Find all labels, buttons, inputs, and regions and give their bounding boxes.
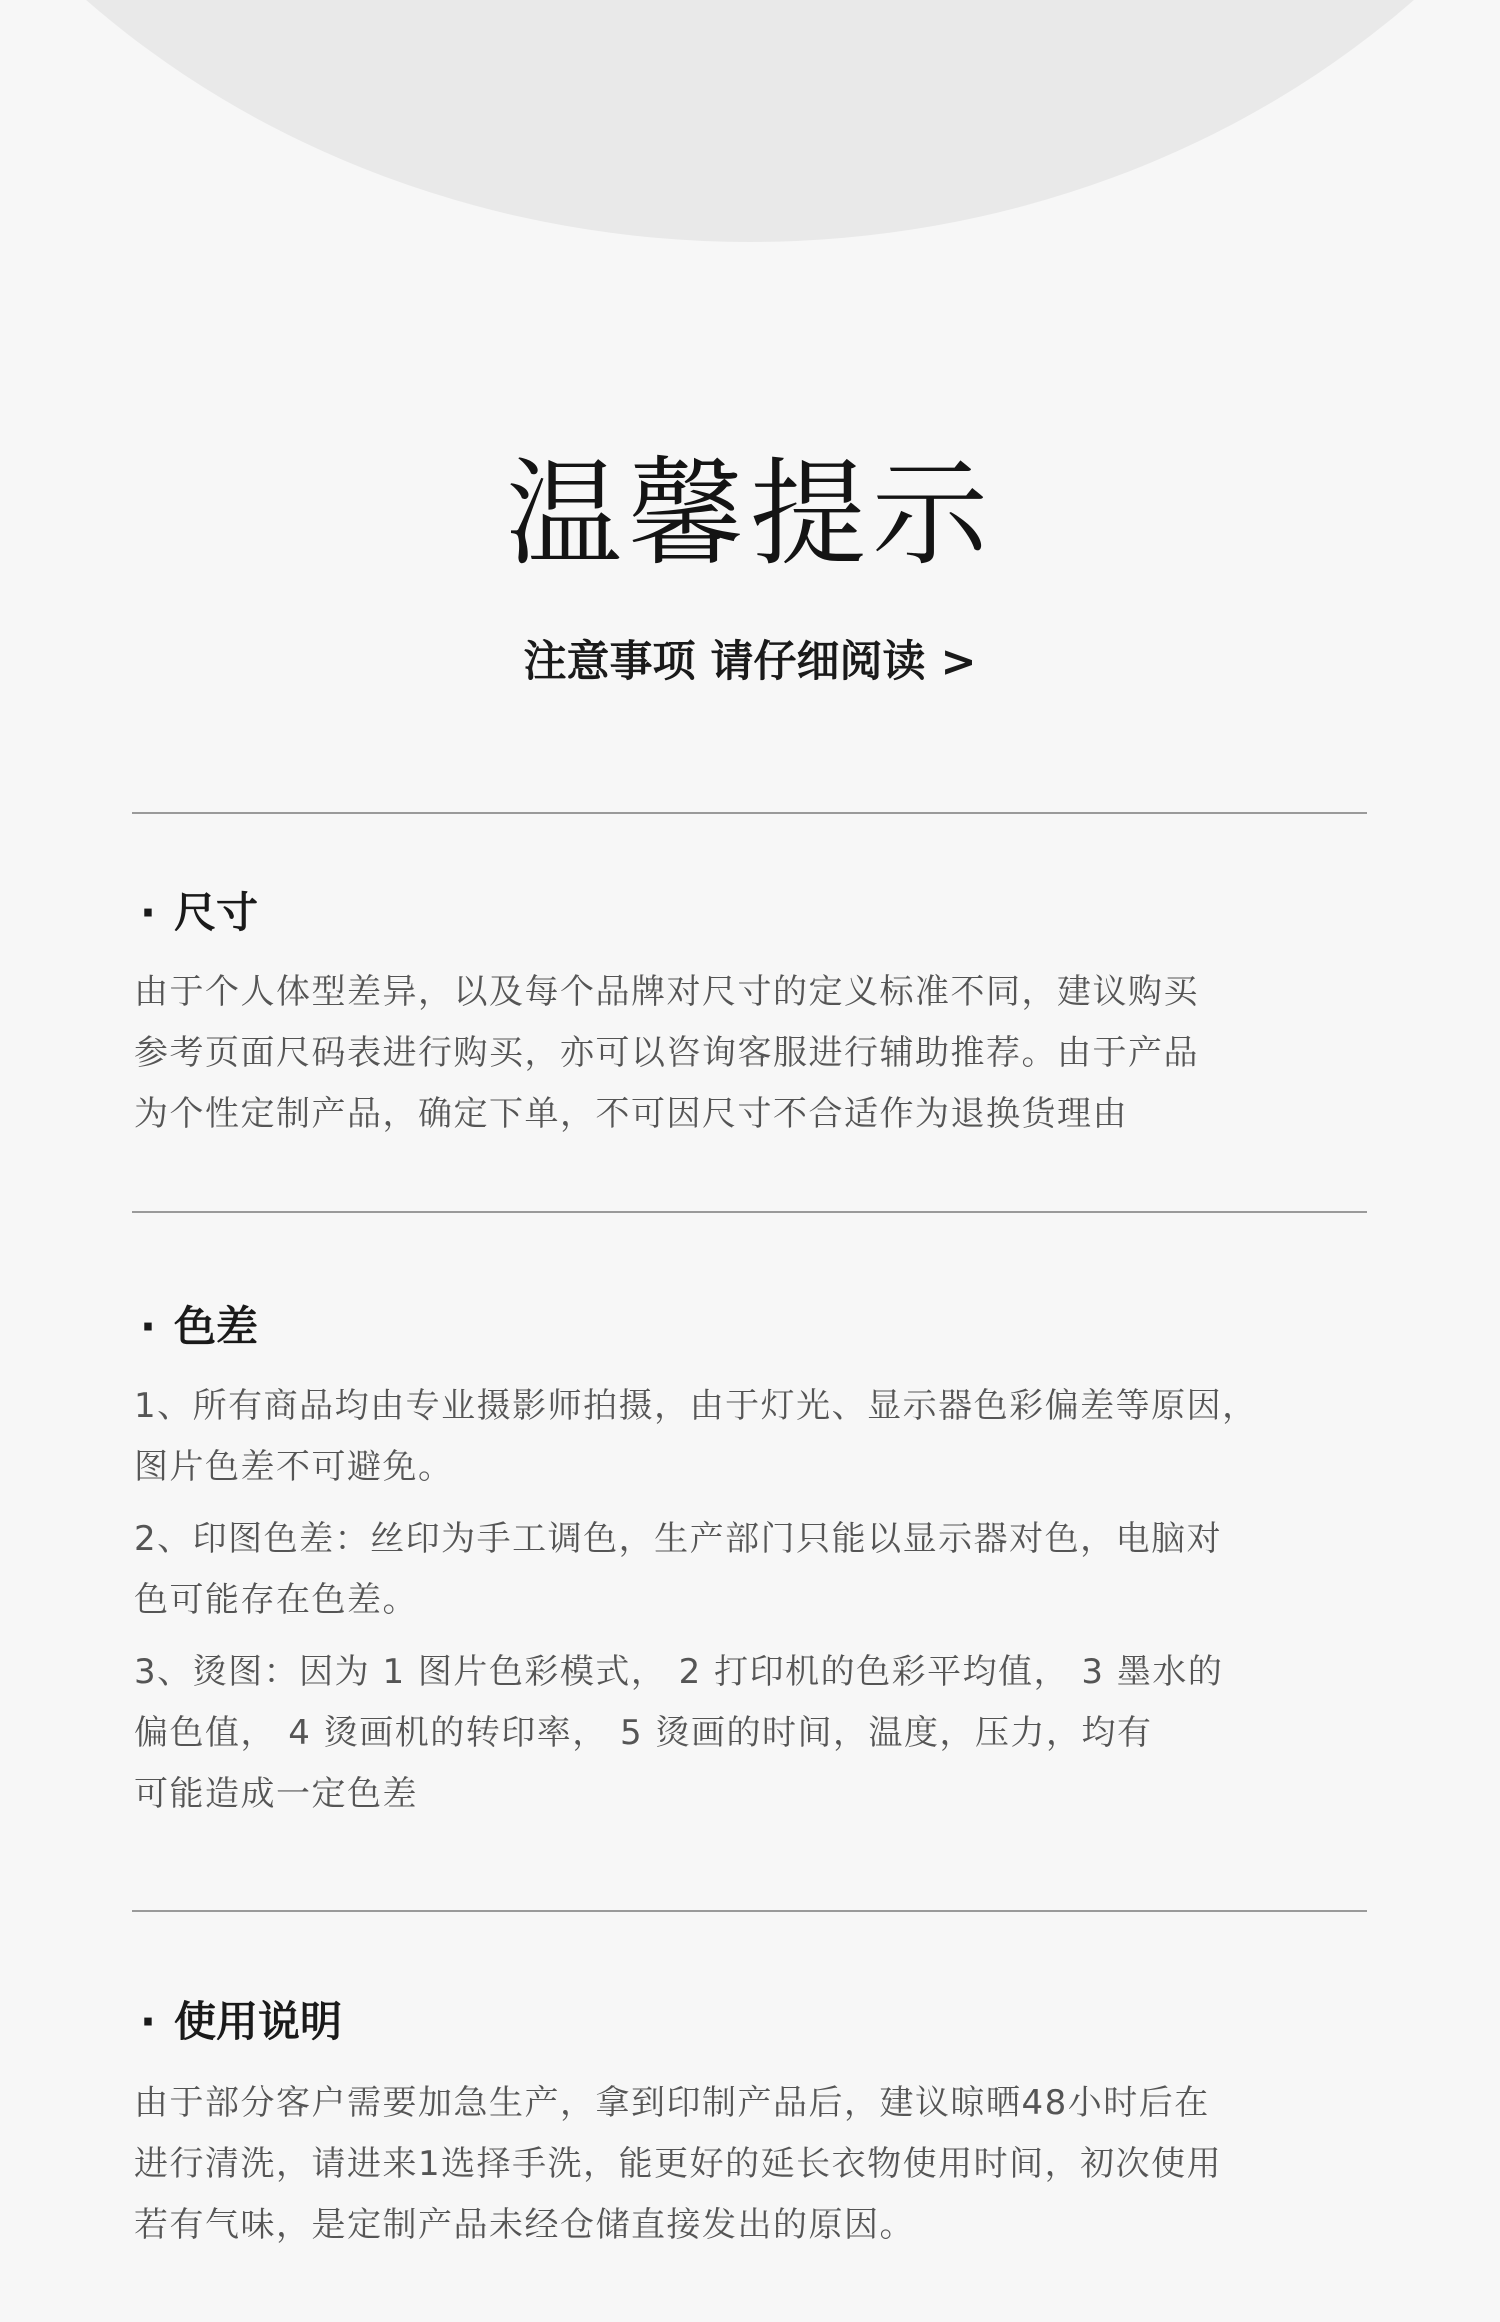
paragraph-line: 3、烫图：因为 1 图片色彩模式， 2 打印机的色彩平均值， 3 墨水的 xyxy=(134,1652,1224,1692)
paragraph-line: 由于部分客户需要加急生产，拿到印制产品后，建议晾晒48小时后在 xyxy=(134,2083,1210,2123)
page-title: 温馨提示 xyxy=(506,447,994,582)
paragraph-line: 图片色差不可避免。 xyxy=(134,1447,454,1487)
color-paragraph-3 xyxy=(134,1642,1364,1825)
paragraph-line: 1、所有商品均由专业摄影师拍摄，由于灯光、显示器色彩偏差等原因， xyxy=(134,1386,1258,1426)
size-paragraph xyxy=(134,962,1364,1145)
page-subtitle: 注意事项 请仔细阅读 > xyxy=(523,637,977,687)
section-heading-label: 尺寸 xyxy=(173,888,258,937)
section-heading-color-difference xyxy=(140,1297,258,1357)
paragraph-line: 2、印图色差：丝印为手工调色，生产部门只能以显示器对色，电脑对 xyxy=(134,1519,1223,1559)
section-heading-usage xyxy=(140,1992,342,2052)
divider xyxy=(132,812,1367,814)
usage-paragraph xyxy=(134,2073,1364,2256)
paragraph-line: 偏色值， 4 烫画机的转印率， 5 烫画的时间，温度，压力，均有 xyxy=(134,1713,1153,1753)
paragraph-line: 参考页面尺码表进行购买，亦可以咨询客服进行辅助推荐。由于产品 xyxy=(134,1033,1199,1073)
bullet-icon: · xyxy=(140,888,156,937)
paragraph-line: 若有气味，是定制产品未经仓储直接发出的原因。 xyxy=(134,2205,915,2245)
section-heading-label: 色差 xyxy=(173,1302,258,1351)
paragraph-line: 由于个人体型差异，以及每个品牌对尺寸的定义标准不同，建议购买 xyxy=(134,972,1199,1012)
section-heading-size xyxy=(140,883,258,943)
paragraph-line: 为个性定制产品，确定下单，不可因尺寸不合适作为退换货理由 xyxy=(134,1094,1128,1134)
divider xyxy=(132,1211,1367,1213)
paragraph-line: 色可能存在色差。 xyxy=(134,1580,418,1620)
color-paragraph-2 xyxy=(134,1509,1364,1631)
paragraph-line: 可能造成一定色差 xyxy=(134,1774,418,1814)
divider xyxy=(132,1910,1367,1912)
section-heading-label: 使用说明 xyxy=(173,1997,342,2046)
paragraph-line: 进行清洗，请进来1选择手洗，能更好的延长衣物使用时间，初次使用 xyxy=(134,2144,1223,2184)
bullet-icon: · xyxy=(140,1302,156,1351)
color-paragraph-1 xyxy=(134,1376,1364,1498)
bullet-icon: · xyxy=(140,1997,156,2046)
